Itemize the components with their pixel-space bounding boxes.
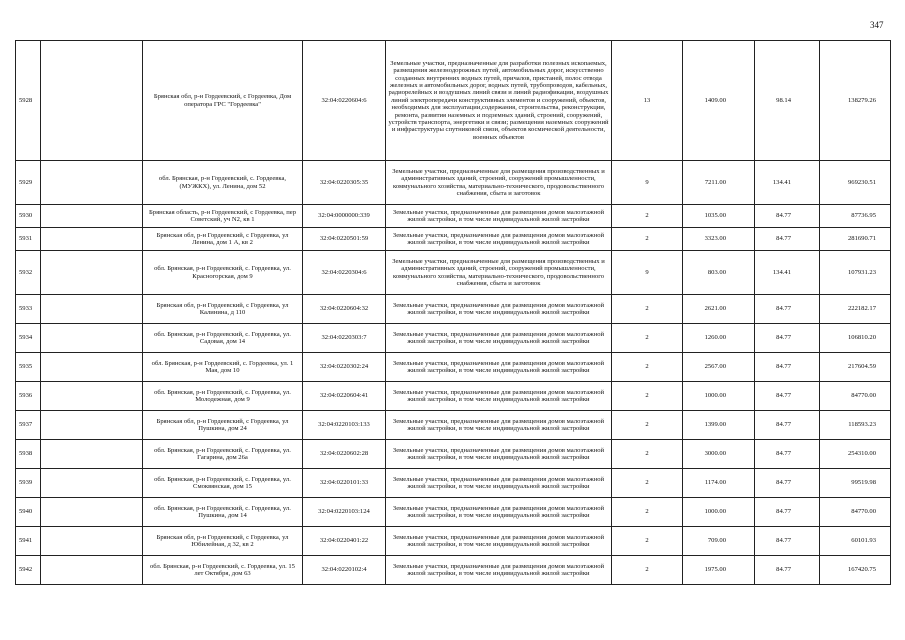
area-value: 7211.00	[683, 161, 755, 205]
row-number: 5929	[16, 161, 41, 205]
table-row	[16, 205, 891, 228]
address-cell: Брянская обл, р-н Гордеевский, с Гордеевка, ул Калинина, д 110	[143, 295, 303, 324]
area-value: 1035.00	[683, 205, 755, 228]
land-use-description: Земельные участки, предназначенные для размещения производственных и административных зданий, строений, сооружений промышленности, коммунального хозяйства, материально-технического, продовольственного снабжения, сбыта и заготовок	[386, 251, 612, 295]
rate-value: 84.77	[755, 295, 820, 324]
address-cell: обл. Брянская, р-н Гордеевский, с. Гордеевка, ул. Молодежная, дом 9	[143, 382, 303, 411]
cadastral-value: 138279.26	[820, 41, 891, 161]
address-cell: обл. Брянская, р-н Гордеевский, с. Гордеевка, ул. Красногорская, дом 9	[143, 251, 303, 295]
cadastral-value: 87736.95	[820, 205, 891, 228]
row-number: 5930	[16, 205, 41, 228]
table-row	[16, 324, 891, 353]
rate-value: 84.77	[755, 411, 820, 440]
table-row	[16, 498, 891, 527]
area-value: 2567.00	[683, 353, 755, 382]
cadastral-number: 32:04:0220103:133	[303, 411, 386, 440]
row-number: 5931	[16, 228, 41, 251]
blank-cell	[41, 498, 143, 527]
blank-cell	[41, 324, 143, 353]
land-use-description: Земельные участки, предназначенные для размещения домов малоэтажной жилой застройки, в том числе индивидуальной жилой застройки	[386, 295, 612, 324]
rate-value: 84.77	[755, 228, 820, 251]
land-use-description: Земельные участки, предназначенные для размещения домов малоэтажной жилой застройки, в том числе индивидуальной жилой застройки	[386, 205, 612, 228]
page-number: 347	[870, 20, 884, 30]
land-use-description: Земельные участки, предназначенные для размещения домов малоэтажной жилой застройки, в том числе индивидуальной жилой застройки	[386, 228, 612, 251]
cadastral-number: 32:04:0220401:22	[303, 527, 386, 556]
rate-value: 84.77	[755, 527, 820, 556]
area-value: 709.00	[683, 527, 755, 556]
area-value: 803.00	[683, 251, 755, 295]
area-value: 2621.00	[683, 295, 755, 324]
blank-cell	[41, 382, 143, 411]
row-number: 5928	[16, 41, 41, 161]
category-code: 2	[612, 556, 683, 585]
area-value: 1000.00	[683, 382, 755, 411]
land-use-description: Земельные участки, предназначенные для размещения домов малоэтажной жилой застройки, в том числе индивидуальной жилой застройки	[386, 324, 612, 353]
table-row	[16, 411, 891, 440]
rate-value: 84.77	[755, 205, 820, 228]
table-row	[16, 353, 891, 382]
area-value: 1174.00	[683, 469, 755, 498]
row-number: 5934	[16, 324, 41, 353]
category-code: 13	[612, 41, 683, 161]
rate-value: 84.77	[755, 353, 820, 382]
cadastral-value: 84770.00	[820, 382, 891, 411]
table-row	[16, 41, 891, 161]
cadastral-number: 32:04:0220501:59	[303, 228, 386, 251]
address-cell: обл. Брянская, р-н Гордеевский, с. Гордеевка, ул. Садовая, дом 14	[143, 324, 303, 353]
area-value: 1409.00	[683, 41, 755, 161]
cadastral-number: 32:04:0220604:41	[303, 382, 386, 411]
category-code: 2	[612, 353, 683, 382]
category-code: 2	[612, 440, 683, 469]
category-code: 2	[612, 498, 683, 527]
category-code: 2	[612, 527, 683, 556]
blank-cell	[41, 527, 143, 556]
blank-cell	[41, 41, 143, 161]
land-use-description: Земельные участки, предназначенные для разработки полезных ископаемых, размещения железнодорожных путей, автомобильных дорог, искусственно созданных внутренних водных путей, причалов, пристаней, полос отвода железных и автомобильных дорог, водных путей, трубопроводов, кабельных, радиорелейных и воздушных линий связи и линий радиофикации, воздушных линий электропередачи конструктивных элементов и сооружений, объектов, необходимых для эксплуатации,содержания, строительства, реконструкции, ремонта, развития наземных и подземных зданий, строений, сооружений, устройств транспорта, энергетики и связи; размещения наземных сооружений и инфраструктуры спутниковой связи, объектов космической деятельности, военных объектов	[386, 41, 612, 161]
table-row	[16, 228, 891, 251]
cadastral-number: 32:04:0220304:6	[303, 251, 386, 295]
address-cell: Брянская обл, р-н Гордеевский, с Гордеевка, ул Ленина, дом 1 А, кв 2	[143, 228, 303, 251]
cadastral-value: 167420.75	[820, 556, 891, 585]
address-cell: Брянская обл, р-н Гордеевский, с Гордеевка, ул Пушкина, дом 24	[143, 411, 303, 440]
rate-value: 84.77	[755, 324, 820, 353]
category-code: 9	[612, 251, 683, 295]
land-use-description: Земельные участки, предназначенные для размещения домов малоэтажной жилой застройки, в том числе индивидуальной жилой застройки	[386, 382, 612, 411]
address-cell: Брянская обл, р-н Гордеевский, с Гордеевка, Дом оператора ГРС "Гордеевка"	[143, 41, 303, 161]
rate-value: 84.77	[755, 440, 820, 469]
land-use-description: Земельные участки, предназначенные для размещения домов малоэтажной жилой застройки, в том числе индивидуальной жилой застройки	[386, 498, 612, 527]
cadastral-number: 32:04:0000000:339	[303, 205, 386, 228]
table-row	[16, 440, 891, 469]
cadastral-value: 217604.59	[820, 353, 891, 382]
category-code: 2	[612, 382, 683, 411]
area-value: 3323.00	[683, 228, 755, 251]
rate-value: 84.77	[755, 469, 820, 498]
land-plots-table	[15, 40, 891, 585]
rate-value: 84.77	[755, 382, 820, 411]
cadastral-value: 222182.17	[820, 295, 891, 324]
category-code: 2	[612, 295, 683, 324]
row-number: 5933	[16, 295, 41, 324]
table-row	[16, 382, 891, 411]
cadastral-value: 106810.20	[820, 324, 891, 353]
table-row	[16, 161, 891, 205]
area-value: 1399.00	[683, 411, 755, 440]
blank-cell	[41, 556, 143, 585]
category-code: 2	[612, 411, 683, 440]
address-cell: Брянская обл, р-н Гордеевский, с Гордеевка, ул Юбилейная, д 32, кв 2	[143, 527, 303, 556]
cadastral-value: 84770.00	[820, 498, 891, 527]
address-cell: обл. Брянская, р-н Гордеевский, с. Гордеевка, ул. Смоквянская, дом 15	[143, 469, 303, 498]
cadastral-value: 254310.00	[820, 440, 891, 469]
rate-value: 134.41	[755, 161, 820, 205]
blank-cell	[41, 161, 143, 205]
blank-cell	[41, 205, 143, 228]
area-value: 3000.00	[683, 440, 755, 469]
cadastral-number: 32:04:0220302:24	[303, 353, 386, 382]
cadastral-number: 32:04:0220101:33	[303, 469, 386, 498]
table-row	[16, 469, 891, 498]
blank-cell	[41, 295, 143, 324]
area-value: 1000.00	[683, 498, 755, 527]
category-code: 2	[612, 205, 683, 228]
table-row	[16, 556, 891, 585]
row-number: 5942	[16, 556, 41, 585]
cadastral-number: 32:04:0220602:28	[303, 440, 386, 469]
address-cell: обл. Брянская, р-н Гордеевский, с. Гордеевка, ул. Пушкина, дом 14	[143, 498, 303, 527]
cadastral-number: 32:04:0220305:35	[303, 161, 386, 205]
rate-value: 134.41	[755, 251, 820, 295]
category-code: 2	[612, 324, 683, 353]
land-use-description: Земельные участки, предназначенные для размещения производственных и административных зданий, строений, сооружений промышленности, коммунального хозяйства, материально-технического, продовольственного снабжения, сбыта и заготовок	[386, 161, 612, 205]
address-cell: Брянская область, р-н Гордеевский, с Гордеевка, пер Советский, уч N2, кв 1	[143, 205, 303, 228]
land-use-description: Земельные участки, предназначенные для размещения домов малоэтажной жилой застройки, в том числе индивидуальной жилой застройки	[386, 353, 612, 382]
area-value: 1975.00	[683, 556, 755, 585]
cadastral-value: 60101.93	[820, 527, 891, 556]
category-code: 2	[612, 228, 683, 251]
rate-value: 98.14	[755, 41, 820, 161]
row-number: 5940	[16, 498, 41, 527]
cadastral-number: 32:04:0220604:32	[303, 295, 386, 324]
blank-cell	[41, 440, 143, 469]
land-use-description: Земельные участки, предназначенные для размещения домов малоэтажной жилой застройки, в том числе индивидуальной жилой застройки	[386, 411, 612, 440]
cadastral-value: 99519.98	[820, 469, 891, 498]
address-cell: обл. Брянская, р-н Гордеевский, с. Гордеевка, ул. 1 Мая, дом 10	[143, 353, 303, 382]
address-cell: обл. Брянская, р-н Гордеевский, с. Гордеевка, (МУЖКХ), ул. Ленина, дом 52	[143, 161, 303, 205]
rate-value: 84.77	[755, 498, 820, 527]
land-use-description: Земельные участки, предназначенные для размещения домов малоэтажной жилой застройки, в том числе индивидуальной жилой застройки	[386, 527, 612, 556]
blank-cell	[41, 353, 143, 382]
row-number: 5935	[16, 353, 41, 382]
address-cell: обл. Брянская, р-н Гордеевский, с. Гордеевка, ул. 15 лет Октября, дом 63	[143, 556, 303, 585]
cadastral-value: 107931.23	[820, 251, 891, 295]
address-cell: обл. Брянская, р-н Гордеевский, с. Гордеевка, ул. Гагарина, дом 26а	[143, 440, 303, 469]
cadastral-value: 969230.51	[820, 161, 891, 205]
table-body	[16, 41, 891, 585]
land-use-description: Земельные участки, предназначенные для размещения домов малоэтажной жилой застройки, в том числе индивидуальной жилой застройки	[386, 440, 612, 469]
table-row	[16, 251, 891, 295]
table-row	[16, 295, 891, 324]
cadastral-number: 32:04:0220604:6	[303, 41, 386, 161]
blank-cell	[41, 469, 143, 498]
row-number: 5938	[16, 440, 41, 469]
blank-cell	[41, 251, 143, 295]
rate-value: 84.77	[755, 556, 820, 585]
cadastral-number: 32:04:0220102:4	[303, 556, 386, 585]
row-number: 5939	[16, 469, 41, 498]
category-code: 9	[612, 161, 683, 205]
area-value: 1260.00	[683, 324, 755, 353]
row-number: 5932	[16, 251, 41, 295]
blank-cell	[41, 228, 143, 251]
land-use-description: Земельные участки, предназначенные для размещения домов малоэтажной жилой застройки, в том числе индивидуальной жилой застройки	[386, 556, 612, 585]
land-use-description: Земельные участки, предназначенные для размещения домов малоэтажной жилой застройки, в том числе индивидуальной жилой застройки	[386, 469, 612, 498]
category-code: 2	[612, 469, 683, 498]
row-number: 5936	[16, 382, 41, 411]
cadastral-number: 32:04:0220103:124	[303, 498, 386, 527]
row-number: 5937	[16, 411, 41, 440]
cadastral-value: 118593.23	[820, 411, 891, 440]
blank-cell	[41, 411, 143, 440]
table-row	[16, 527, 891, 556]
cadastral-value: 281690.71	[820, 228, 891, 251]
cadastral-number: 32:04:0220303:7	[303, 324, 386, 353]
row-number: 5941	[16, 527, 41, 556]
